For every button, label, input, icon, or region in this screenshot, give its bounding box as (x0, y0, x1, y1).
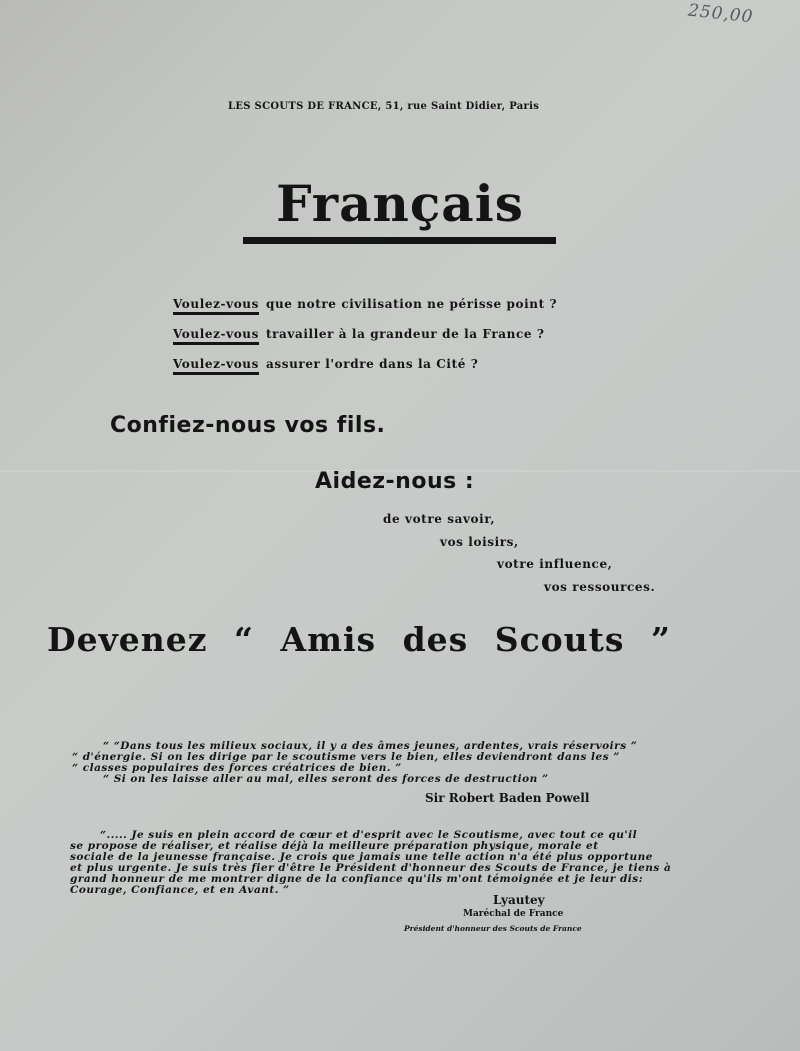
question-row (173, 297, 557, 315)
quote1-line: “ classes populaires des forces créatrices de bien. ” (72, 762, 402, 774)
quote1-line: “ Si on les laisse aller au mal, elles seront des forces de destruction ” (103, 773, 549, 785)
question-text: travailler à la grandeur de la France ? (265, 327, 545, 341)
handwritten-price-note: 250,00 (687, 0, 755, 28)
aid-item: vos loisirs, (440, 535, 519, 549)
question-row (173, 357, 478, 375)
question-text: que notre civilisation ne périsse point ? (265, 297, 558, 311)
header-address: LES SCOUTS DE FRANCE, 51, rue Saint Didier, Paris (228, 101, 540, 112)
quote2-line: et plus urgente. Je suis très fier d'être le Président d'honneur des Scouts de France, je tiens à (70, 862, 672, 874)
aidez-heading: Aidez-nous : (315, 469, 475, 494)
aid-item: vos ressources. (544, 580, 656, 594)
aid-item: de votre savoir, (383, 512, 496, 526)
quote2-line: grand honneur de me montrer digne de la confiance qu'ils m'ont témoignée et je leur dis: (70, 873, 644, 885)
question-text: assurer l'ordre dans la Cité ? (265, 357, 479, 371)
question-lead: Voulez-vous (173, 327, 259, 345)
quote2-author: Lyautey (493, 893, 545, 907)
quote2-line: se propose de réaliser, et réalise déjà la meilleure préparation physique, morale et (70, 840, 599, 852)
quote2-line: sociale de la jeunesse française. Je crois que jamais une telle action n'a été plus opportune (70, 851, 653, 863)
quote1-line: “ “Dans tous les milieux sociaux, il y a des âmes jeunes, ardentes, vrais réservoirs ” (103, 740, 638, 752)
quote1-line: “ d'énergie. Si on les dirige par le scoutisme vers le bien, elles deviendront dans les ” (72, 751, 620, 763)
quote2-line: Courage, Confiance, et en Avant. ” (70, 884, 290, 896)
question-row (173, 327, 545, 345)
question-lead: Voulez-vous (173, 357, 259, 375)
confiez-heading: Confiez-nous vos fils. (110, 413, 386, 438)
quote2-author-title: Maréchal de France (463, 909, 564, 919)
question-lead: Voulez-vous (173, 297, 259, 315)
page-title: Français (276, 174, 524, 233)
title-underline (243, 237, 556, 244)
call-to-action-heading: Devenez “ Amis des Scouts ” (47, 620, 671, 659)
quote2-author-role: Président d'honneur des Scouts de France (404, 924, 582, 933)
quote2-line: “..... Je suis en plein accord de cœur et d'esprit avec le Scoutisme, avec tout ce qu'il (100, 829, 638, 841)
aid-item: votre influence, (497, 557, 613, 571)
quote1-author: Sir Robert Baden Powell (425, 791, 590, 805)
